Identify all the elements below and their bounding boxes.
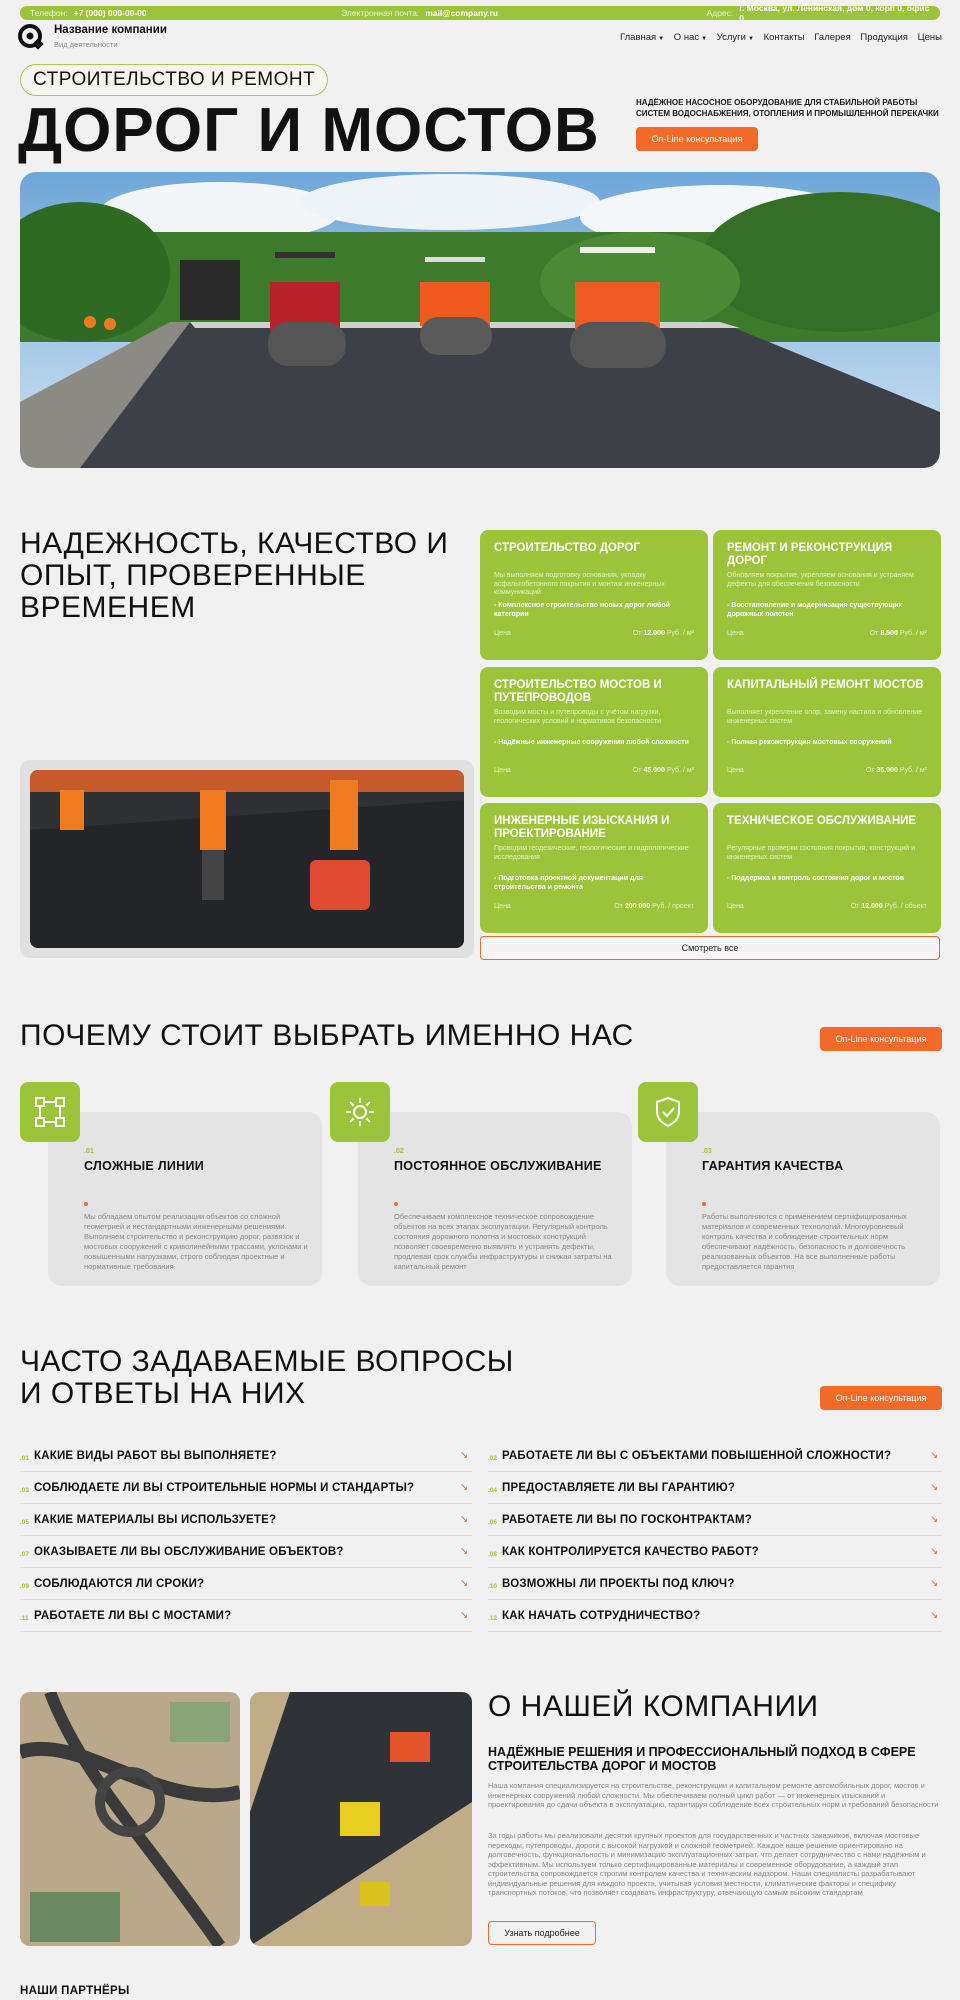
arrow-down-right-icon: ↘ xyxy=(460,1482,469,1493)
price-label: Цена xyxy=(494,630,511,637)
service-card-price-row xyxy=(727,767,927,774)
arrow-down-right-icon: ↘ xyxy=(930,1546,939,1557)
nav-item-about[interactable]: О нас ▼ xyxy=(673,32,708,43)
about-title: О НАШЕЙ КОМПАНИИ xyxy=(488,1690,819,1723)
service-card[interactable] xyxy=(480,803,708,933)
arrow-down-right-icon: ↘ xyxy=(460,1578,469,1589)
faq-item[interactable] xyxy=(488,1504,942,1536)
partners-title: НАШИ ПАРТНЁРЫ xyxy=(20,1985,130,1997)
email-block xyxy=(341,8,707,18)
faq-number: .09 xyxy=(20,1583,30,1590)
gear-icon xyxy=(330,1082,390,1142)
arrow-down-right-icon: ↘ xyxy=(460,1450,469,1461)
email-link[interactable]: mail@company.ru xyxy=(425,8,499,18)
price-label: Цена xyxy=(727,767,744,774)
service-card-desc: Возводим мосты и путепроводы с учётом нагрузки, геологических условий и нормативов безопасности xyxy=(494,709,662,725)
faq-number: .08 xyxy=(488,1551,498,1558)
service-card[interactable] xyxy=(713,530,941,660)
faq-number: .01 xyxy=(20,1455,30,1462)
top-contact-bar xyxy=(20,3,940,23)
service-card-bullet: - Надёжные инженерные сооружения любой сложности xyxy=(494,739,689,746)
faq-item[interactable] xyxy=(488,1600,942,1632)
phone-label: Телефон: xyxy=(30,8,68,18)
faq-item[interactable] xyxy=(488,1472,942,1504)
service-card-bullet: - Полная реконструкция мостовых сооружений xyxy=(727,739,892,746)
hero-text: НАДЁЖНОЕ НАСОСНОЕ ОБОРУДОВАНИЕ ДЛЯ СТАБИЛЬНОЙ РАБОТЫ СИСТЕМ ВОДОСНАБЖЕНИЯ, ОТОПЛЕНИЯ И ПРОМЫШЛЕННОЙ ПЕРЕКАЧКИ xyxy=(636,98,939,118)
service-card-desc: Проводим геодезические, геологические и гидрологические исследования xyxy=(494,845,689,861)
faq-question: КАКИЕ ВИДЫ РАБОТ ВЫ ВЫПОЛНЯЕТЕ? xyxy=(34,1449,277,1462)
see-all-services-button[interactable]: Смотреть все xyxy=(480,936,940,960)
faq-number: .05 xyxy=(20,1519,30,1526)
hero-image xyxy=(20,172,940,468)
faq-number: .06 xyxy=(488,1519,498,1526)
price-value: От 12.000 Руб. / объект xyxy=(850,903,927,910)
shield-check-icon xyxy=(638,1082,698,1142)
service-card[interactable] xyxy=(713,803,941,933)
faq-number: .02 xyxy=(488,1455,498,1462)
address-block xyxy=(707,3,930,23)
service-card-title: ИНЖЕНЕРНЫЕ ИЗЫСКАНИЯ И ПРОЕКТИРОВАНИЕ xyxy=(494,815,670,840)
price-value: От 35.000 Руб. / м² xyxy=(865,767,927,774)
feature-description: Мы обладаем опытом реализации объектов со сложной геометрией и нестандартными инженерными решениями. Выполняем строительство и реконструкцию дорог, развязок и мостовых сооружений с криволинейными трассами, уклонами и повышенными нагрузками, строго соблюдая проектные и нормативные требования xyxy=(84,1212,308,1271)
service-card[interactable] xyxy=(480,530,708,660)
nav-item-prices[interactable]: Цены xyxy=(917,32,942,43)
faq-number: .11 xyxy=(20,1615,29,1622)
chevron-down-icon: ▼ xyxy=(747,36,754,42)
service-card-title: ТЕХНИЧЕСКОЕ ОБСЛУЖИВАНИЕ xyxy=(727,815,917,827)
faq-item[interactable] xyxy=(20,1568,472,1600)
about-more-button[interactable]: Узнать подробнее xyxy=(488,1921,596,1945)
faq-number: .12 xyxy=(488,1615,498,1622)
nav-item-contacts[interactable]: Контакты xyxy=(763,32,805,43)
service-card-title: РЕМОНТ И РЕКОНСТРУКЦИЯ ДОРОГ xyxy=(727,542,893,567)
service-card-price-row xyxy=(494,903,694,910)
service-card[interactable] xyxy=(713,667,941,797)
faq-consult-button[interactable]: On-Line консультация xyxy=(820,1386,942,1410)
faq-question: ОКАЗЫВАЕТЕ ЛИ ВЫ ОБСЛУЖИВАНИЕ ОБЪЕКТОВ? xyxy=(34,1545,344,1558)
feature-title: СЛОЖНЫЕ ЛИНИИ xyxy=(84,1159,205,1173)
arrow-down-right-icon: ↘ xyxy=(460,1610,469,1621)
price-value: От 12.000 Руб. / м² xyxy=(632,630,694,637)
service-card-price-row xyxy=(494,630,694,637)
service-card-title: СТРОИТЕЛЬСТВО ДОРОГ xyxy=(494,542,640,554)
faq-question: РАБОТАЕТЕ ЛИ ВЫ С МОСТАМИ? xyxy=(34,1609,232,1622)
arrow-down-right-icon: ↘ xyxy=(930,1578,939,1589)
service-card[interactable] xyxy=(480,667,708,797)
service-card-title: КАПИТАЛЬНЫЙ РЕМОНТ МОСТОВ xyxy=(727,679,924,691)
nav-item-products[interactable]: Продукция xyxy=(860,32,908,43)
price-value: От 45.000 Руб. / м² xyxy=(632,767,694,774)
service-card-bullet: - Восстановление и модернизация существующих дорожных полотен xyxy=(727,602,903,618)
arrow-down-right-icon: ↘ xyxy=(930,1482,939,1493)
about-subtitle: НАДЁЖНЫЕ РЕШЕНИЯ И ПРОФЕССИОНАЛЬНЫЙ ПОДХОД В СФЕРЕ СТРОИТЕЛЬСТВА ДОРОГ И МОСТОВ xyxy=(488,1745,916,1773)
service-card-desc: Выполняет укрепление опор, замену настила и обновление инженерных систем xyxy=(727,709,923,725)
faq-item[interactable] xyxy=(20,1600,472,1632)
faq-number: .10 xyxy=(488,1583,498,1590)
about-image-paving xyxy=(250,1692,472,1946)
feature-title: ПОСТОЯННОЕ ОБСЛУЖИВАНИЕ xyxy=(394,1159,602,1173)
service-card-bullet: - Комплексное строительство новых дорог любой категории xyxy=(494,602,671,618)
feature-number: .01 xyxy=(84,1148,94,1155)
faq-number: .07 xyxy=(20,1551,30,1558)
service-card-price-row xyxy=(727,630,927,637)
address-label: Адрес: xyxy=(706,8,734,18)
network-icon xyxy=(20,1082,80,1142)
arrow-down-right-icon: ↘ xyxy=(930,1610,939,1621)
email-label: Электронная почта: xyxy=(341,8,420,18)
phone-block xyxy=(30,8,341,18)
service-card-bullet: - Подготовка проектной документации для строительства и ремонта xyxy=(494,875,643,891)
faq-question: ПРЕДОСТАВЛЯЕТЕ ЛИ ВЫ ГАРАНТИЮ? xyxy=(502,1481,736,1494)
feature-description: Обеспечиваем комплексное техническое сопровождение объектов на всех этапах эксплуатации. Регулярный контроль состояния дорожного полотна и мостовых конструкций позволяет своевременно выявлять и устранять дефекты, продлевая срок службы инфраструктуры и снижая затраты на капитальный ремонт xyxy=(394,1212,612,1271)
address-text: г. Москва, ул. Ленинская, дом 0, корп 0, офис 0 xyxy=(739,3,930,23)
company-name[interactable]: Название компании xyxy=(54,24,167,36)
faq-question: ВОЗМОЖНЫ ЛИ ПРОЕКТЫ ПОД КЛЮЧ? xyxy=(502,1577,735,1590)
chevron-down-icon: ▼ xyxy=(658,36,665,42)
price-value: От 8.500 Руб. / м² xyxy=(869,630,927,637)
faq-item[interactable] xyxy=(20,1504,472,1536)
faq-question: СОБЛЮДАЕТЕ ЛИ ВЫ СТРОИТЕЛЬНЫЕ НОРМЫ И СТАНДАРТЫ? xyxy=(34,1481,415,1494)
faq-item[interactable] xyxy=(20,1472,472,1504)
service-card-desc: Регулярные проверки состояния покрытия, конструкций и инженерных систем xyxy=(727,845,916,861)
about-paragraph-2: За годы работы мы реализовали десятки крупных проектов для государственных и частных заказчиков, включая мостовые переходы, путепроводы, дороги с высокой нагрузкой и сложной геометрией. Каждое наше решение ориентировано на долговечность, функциональность и минимизацию эксплуатационных затрат, что делает сотрудничество с нами надёжным и эффективным. Мы используем только сертифицированные материалы и современное оборудование, а каждый этап строительства сопровождается строгим контролем качества и техническим надзором. Наши специалисты разрабатывают индивидуальные решения для каждого проекта, учитывая условия местности, климатические факторы и специфику транспортных потоков, что позволяет создавать инфраструктуру, отвечающую самым высоким стандартам xyxy=(488,1831,926,1897)
faq-question: СОБЛЮДАЮТСЯ ЛИ СРОКИ? xyxy=(34,1577,205,1590)
about-paragraph-1: Наша компания специализируется на строительстве, реконструкции и капитальном ремонте автомобильных дорог, мостов и инженерных сооружений любой сложности. Мы обеспечиваем полный цикл работ — от инженерных изысканий и проектирования до сдачи объекта в эксплуатацию, гарантируя соблюдение всех строительных норм и требований безопасности xyxy=(488,1781,939,1809)
hero-consult-button[interactable]: On-Line консультация xyxy=(636,127,758,151)
arrow-down-right-icon: ↘ xyxy=(930,1514,939,1525)
company-activity: Вид деятельности xyxy=(54,40,118,49)
feature-number: .03 xyxy=(702,1148,712,1155)
faq-question: РАБОТАЕТЕ ЛИ ВЫ С ОБЪЕКТАМИ ПОВЫШЕННОЙ СЛОЖНОСТИ? xyxy=(502,1449,892,1462)
price-label: Цена xyxy=(727,630,744,637)
faq-question: КАК КОНТРОЛИРУЕТСЯ КАЧЕСТВО РАБОТ? xyxy=(502,1545,759,1558)
faq-item[interactable] xyxy=(20,1440,472,1472)
price-label: Цена xyxy=(727,903,744,910)
arrow-down-right-icon: ↘ xyxy=(460,1514,469,1525)
feature-bullet-dot xyxy=(394,1202,398,1206)
faq-item[interactable] xyxy=(488,1440,942,1472)
about-image-aerial xyxy=(20,1692,240,1946)
service-card-desc: Обновляем покрытие, укрепляем основания и устраняем дефекты для обеспечения безопасности xyxy=(727,572,914,588)
chevron-down-icon: ▼ xyxy=(701,36,708,42)
workers-image xyxy=(30,770,464,948)
arrow-down-right-icon: ↘ xyxy=(930,1450,939,1461)
nav-item-home[interactable]: Главная ▼ xyxy=(620,32,665,43)
price-label: Цена xyxy=(494,767,511,774)
feature-bullet-dot xyxy=(84,1202,88,1206)
nav-item-services[interactable]: Услуги ▼ xyxy=(716,32,754,43)
workers-image-frame xyxy=(20,760,474,958)
faq-number: .04 xyxy=(488,1487,498,1494)
service-card-bullet: - Поддержка и контроль состояния дорог и мостов xyxy=(727,875,905,882)
faq-number: .03 xyxy=(20,1487,30,1494)
phone-link[interactable]: +7 (000) 000-00-00 xyxy=(73,8,147,18)
arrow-down-right-icon: ↘ xyxy=(460,1546,469,1557)
why-consult-button[interactable]: On-Line консультация xyxy=(820,1027,942,1051)
faq-section-title: ЧАСТО ЗАДАВАЕМЫЕ ВОПРОСЫ И ОТВЕТЫ НА НИХ xyxy=(20,1345,514,1410)
price-label: Цена xyxy=(494,903,511,910)
faq-question: РАБОТАЕТЕ ЛИ ВЫ ПО ГОСКОНТРАКТАМ? xyxy=(502,1513,753,1526)
service-card-price-row xyxy=(727,903,927,910)
main-nav xyxy=(620,32,942,43)
faq-item[interactable] xyxy=(488,1568,942,1600)
feature-description: Работы выполняются с применением сертифицированных материалов и современных технологий. Многоуровневый контроль качества и соблюдение строительных норм обеспечивают надёжность, безопасность и долговечность реализованных объектов. На все выполненные работы предоставляется гарантия xyxy=(702,1212,907,1271)
hero-title: ДОРОГ И МОСТОВ xyxy=(18,96,600,165)
service-card-title: СТРОИТЕЛЬСТВО МОСТОВ И ПУТЕПРОВОДОВ xyxy=(494,679,662,704)
nav-item-gallery[interactable]: Галерея xyxy=(814,32,851,43)
faq-question: КАКИЕ МАТЕРИАЛЫ ВЫ ИСПОЛЬЗУЕТЕ? xyxy=(34,1513,277,1526)
feature-number: .02 xyxy=(394,1148,404,1155)
company-logo-icon[interactable] xyxy=(18,24,44,50)
price-value: От 200.000 Руб. / проект xyxy=(614,903,694,910)
faq-question: КАК НАЧАТЬ СОТРУДНИЧЕСТВО? xyxy=(502,1609,701,1622)
service-card-price-row xyxy=(494,767,694,774)
faq-item[interactable] xyxy=(488,1536,942,1568)
service-card-desc: Мы выполняем подготовку основания, укладку асфальтобетонного покрытия и монтаж инженерных коммуникаций xyxy=(494,572,665,596)
services-section-title: НАДЕЖНОСТЬ, КАЧЕСТВО И ОПЫТ, ПРОВЕРЕННЫЕ ВРЕМЕНЕМ xyxy=(20,527,449,624)
why-section-title: ПОЧЕМУ СТОИТ ВЫБРАТЬ ИМЕННО НАС xyxy=(20,1019,634,1052)
faq-item[interactable] xyxy=(20,1536,472,1568)
feature-title: ГАРАНТИЯ КАЧЕСТВА xyxy=(702,1159,844,1173)
feature-bullet-dot xyxy=(702,1202,706,1206)
hero-pill: СТРОИТЕЛЬСТВО И РЕМОНТ xyxy=(20,64,328,96)
